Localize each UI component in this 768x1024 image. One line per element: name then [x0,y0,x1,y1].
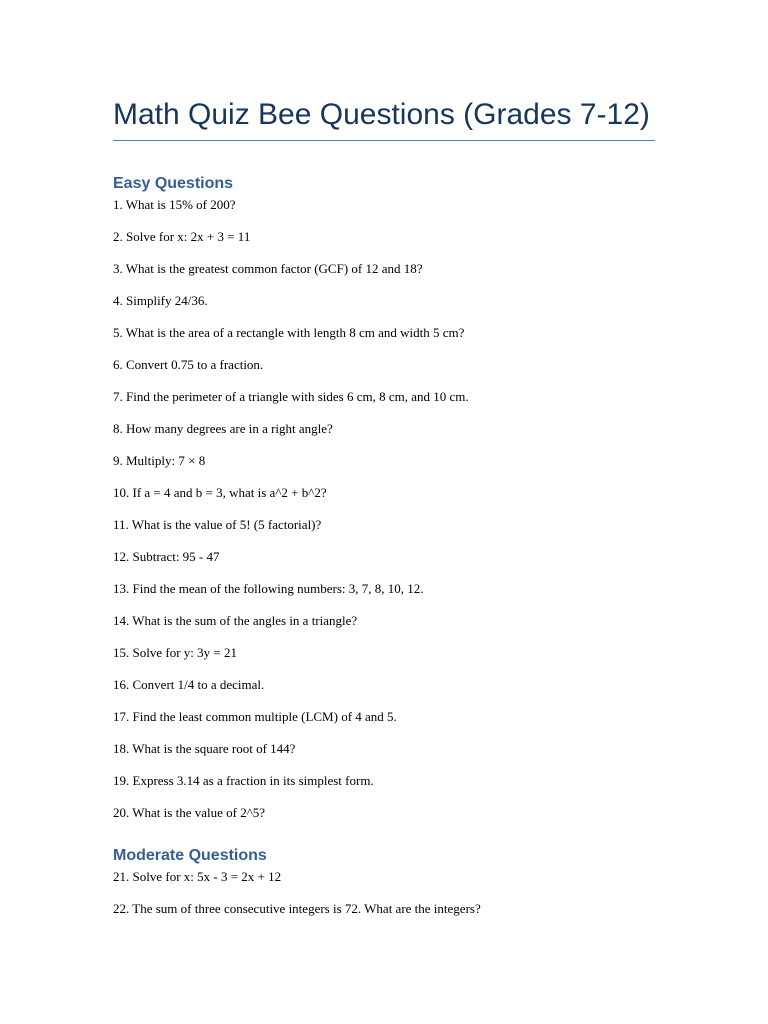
question-item: 6. Convert 0.75 to a fraction. [113,357,264,372]
question-list-moderate [113,869,655,917]
question-item: 13. Find the mean of the following numbers: 3, 7, 8, 10, 12. [113,581,424,596]
question-item: 18. What is the square root of 144? [113,741,296,756]
question-item: 15. Solve for y: 3y = 21 [113,645,237,660]
question-item: 1. What is 15% of 200? [113,197,236,212]
question-list-easy [113,197,655,821]
question-item: 9. Multiply: 7 × 8 [113,453,206,468]
question-item: 21. Solve for x: 5x - 3 = 2x + 12 [113,869,282,884]
question-item: 22. The sum of three consecutive integers is 72. What are the integers? [113,901,481,916]
question-item: 8. How many degrees are in a right angle? [113,421,333,436]
question-item: 14. What is the sum of the angles in a triangle? [113,613,358,628]
question-item: 5. What is the area of a rectangle with length 8 cm and width 5 cm? [113,325,465,340]
question-item: 19. Express 3.14 as a fraction in its simplest form. [113,773,374,788]
question-item: 7. Find the perimeter of a triangle with sides 6 cm, 8 cm, and 10 cm. [113,389,469,404]
question-item: 11. What is the value of 5! (5 factorial)? [113,517,322,532]
document-title: Math Quiz Bee Questions (Grades 7-12) [113,96,655,141]
section-heading-easy: Easy Questions [113,175,234,192]
question-item: 4. Simplify 24/36. [113,293,208,308]
question-item: 3. What is the greatest common factor (GCF) of 12 and 18? [113,261,423,276]
question-item: 17. Find the least common multiple (LCM) of 4 and 5. [113,709,397,724]
question-item: 10. If a = 4 and b = 3, what is a^2 + b^2? [113,485,327,500]
question-item: 12. Subtract: 95 - 47 [113,549,220,564]
document-page [113,96,655,933]
section-heading-moderate: Moderate Questions [113,847,267,864]
question-item: 20. What is the value of 2^5? [113,805,266,820]
question-item: 2. Solve for x: 2x + 3 = 11 [113,229,251,244]
question-item: 16. Convert 1/4 to a decimal. [113,677,265,692]
